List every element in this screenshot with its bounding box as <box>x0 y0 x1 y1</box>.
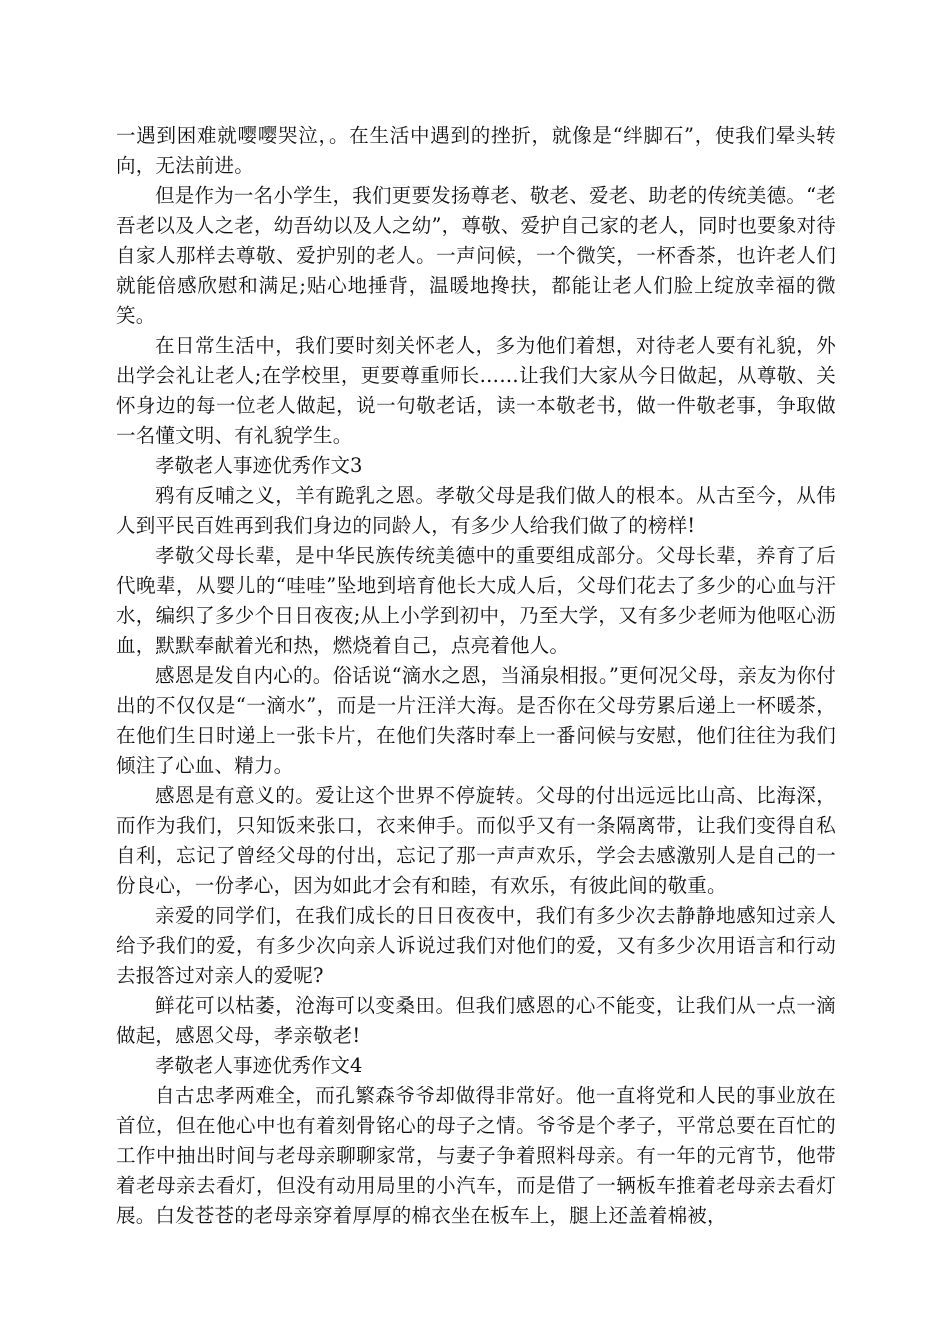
paragraph: 但是作为一名小学生，我们更要发扬尊老、敬老、爱老、助老的传统美德。“老吾老以及人之老，幼吾幼以及人之幼”，尊敬、爱护自己家的老人，同时也要象对待自家人那样去尊敬、爱护别的老人。一声问候，一个微笑，一杯香茶，也许老人们就能倍感欣慰和满足;贴心地捶背，温暖地搀扶，都能让老人们脸上绽放幸福的微笑。 <box>116 184 836 327</box>
paragraph: 鲜花可以枯萎，沧海可以变桑田。但我们感恩的心不能变，让我们从一点一滴做起，感恩父母，孝亲敬老! <box>116 994 836 1047</box>
paragraph: 自古忠孝两难全，而孔繁森爷爷却做得非常好。他一直将党和人民的事业放在首位，但在他心中也有着刻骨铭心的母子之情。爷爷是个孝子，平常总要在百忙的工作中抽出时间与老母亲聊聊家常，与妻子争着照料母亲。有一年的元宵节，他带着老母亲去看灯，但没有动用局里的小汽车，而是借了一辆板车推着老母亲去看灯展。白发苍苍的老母亲穿着厚厚的棉衣坐在板车上，腿上还盖着棉被， <box>116 1084 836 1227</box>
paragraph: 亲爱的同学们，在我们成长的日日夜夜中，我们有多少次去静静地感知过亲人给予我们的爱，有多少次向亲人诉说过我们对他们的爱，又有多少次用语言和行动去报答过对亲人的爱呢? <box>116 904 836 987</box>
document-body <box>116 121 836 1231</box>
paragraph: 一遇到困难就嘤嘤哭泣，。在生活中遇到的挫折，就像是“绊脚石”，使我们晕头转向，无法前进。 <box>116 124 836 177</box>
paragraph: 孝敬父母长辈，是中华民族传统美德中的重要组成部分。父母长辈，养育了后代晚辈，从婴儿的“哇哇”坠地到培育他长大成人后，父母们花去了多少的心血与汗水，编织了多少个日日夜夜;从上小学到初中，乃至大学，又有多少老师为他呕心沥血，默默奉献着光和热，燃烧着自己，点亮着他人。 <box>116 544 836 657</box>
section-heading: 孝敬老人事迹优秀作文3 <box>155 454 363 477</box>
paragraph: 在日常生活中，我们要时刻关怀老人，多为他们着想，对待老人要有礼貌，外出学会礼让老人;在学校里，更要尊重师长……让我们大家从今日做起，从尊敬、关怀身边的每一位老人做起，说一句敬老话，读一本敬老书，做一件敬老事，争取做一名懂文明、有礼貌学生。 <box>116 334 836 447</box>
section-heading: 孝敬老人事迹优秀作文4 <box>155 1054 363 1077</box>
paragraph: 感恩是发自内心的。俗话说“滴水之恩，当涌泉相报。”更何况父母，亲友为你付出的不仅仅是“一滴水”，而是一片汪洋大海。是否你在父母劳累后递上一杯暖茶，在他们生日时递上一张卡片，在他们失落时奉上一番问候与安慰，他们往往为我们倾注了心血、精力。 <box>116 664 836 777</box>
paragraph: 感恩是有意义的。爱让这个世界不停旋转。父母的付出远远比山高、比海深，而作为我们，只知饭来张口，衣来伸手。而似乎又有一条隔离带，让我们变得自私自利，忘记了曾经父母的付出，忘记了那一声声欢乐，学会去感激别人是自己的一份良心，一份孝心，因为如此才会有和睦，有欢乐，有彼此间的敬重。 <box>116 784 836 897</box>
paragraph: 鸦有反哺之义，羊有跪乳之恩。孝敬父母是我们做人的根本。从古至今，从伟人到平民百姓再到我们身边的同龄人，有多少人给我们做了的榜样! <box>116 484 836 537</box>
